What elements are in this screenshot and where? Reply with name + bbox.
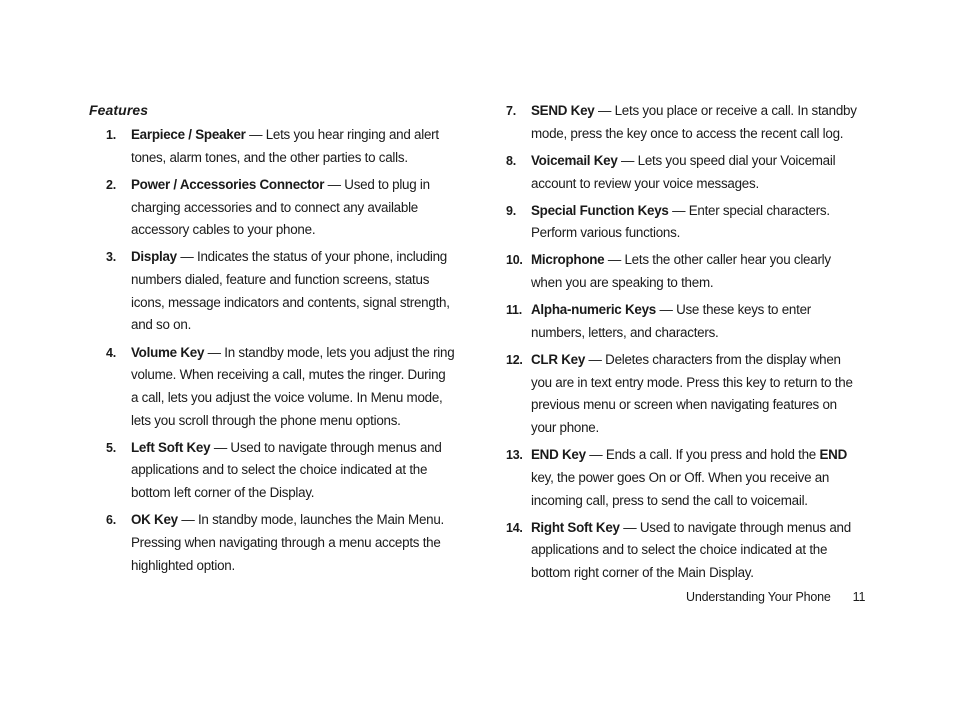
item-text: — Ends a call. If you press and hold the xyxy=(585,447,820,463)
footer-section-title: Understanding Your Phone xyxy=(686,590,831,604)
item-text: — Lets you hear ringing and alert tones, alarm tones, and the other parties to calls. xyxy=(131,127,439,165)
list-item xyxy=(106,509,456,577)
item-number: 3. xyxy=(106,250,116,265)
left-column xyxy=(106,124,456,582)
item-text-continued: key, the power goes On or Off. When you receive an incoming call, press to send the call to voicemail. xyxy=(531,469,830,508)
item-body xyxy=(131,509,456,577)
item-body xyxy=(531,249,858,294)
list-item xyxy=(506,200,858,245)
list-item xyxy=(106,246,456,337)
item-term: Voicemail Key xyxy=(531,152,618,168)
item-term: Alpha-numeric Keys xyxy=(531,302,656,318)
item-text: — Used to navigate through menus and applications and to select the choice indicated at the bottom right corner of the Main Display. xyxy=(531,519,851,581)
page-number: 11 xyxy=(852,590,866,604)
item-body xyxy=(131,246,456,337)
item-body xyxy=(531,349,858,440)
item-text: — Deletes characters from the display when you are in text entry mode. Press this key to return to the previous menu or screen when navigating features on your phone. xyxy=(531,351,853,436)
item-number: 8. xyxy=(506,153,516,168)
item-body xyxy=(531,200,858,245)
item-term: SEND Key xyxy=(531,103,595,118)
page-footer xyxy=(686,590,865,604)
item-term: END Key xyxy=(531,447,586,463)
item-term: Earpiece / Speaker xyxy=(131,127,246,142)
item-term: OK Key xyxy=(131,512,178,528)
item-text: — Indicates the status of your phone, including numbers dialed, feature and function screens, status icons, message indicators and contents, signal strength, and so on. xyxy=(131,249,450,333)
right-column xyxy=(506,100,858,589)
item-term: Right Soft Key xyxy=(531,519,620,535)
item-number: 11. xyxy=(506,303,522,318)
item-number: 1. xyxy=(106,128,116,142)
item-body xyxy=(131,342,456,433)
list-item xyxy=(106,174,456,242)
item-text: — In standby mode, launches the Main Menu. Pressing when navigating through a menu accepts the highlighted option. xyxy=(131,512,445,573)
list-item xyxy=(506,249,858,294)
list-item xyxy=(106,124,456,169)
item-body xyxy=(531,150,858,195)
item-term: Volume Key xyxy=(131,344,205,360)
item-text: — Lets you speed dial your Voicemail account to review your voice messages. xyxy=(531,152,836,191)
item-term: Display xyxy=(131,249,177,265)
item-term: Power / Accessories Connector xyxy=(131,176,325,192)
item-body xyxy=(531,299,858,344)
list-item xyxy=(106,342,456,433)
item-text: — Use these keys to enter numbers, letters, and characters. xyxy=(531,302,811,340)
item-number: 14. xyxy=(506,520,523,535)
list-item xyxy=(506,100,858,145)
list-item xyxy=(506,349,858,440)
item-body xyxy=(131,174,456,242)
item-number: 9. xyxy=(506,203,516,218)
item-term: Left Soft Key xyxy=(131,439,211,455)
item-text: — Lets you place or receive a call. In standby mode, press the key once to access the recent call log. xyxy=(531,103,857,141)
item-number: 2. xyxy=(106,177,116,192)
item-text: — Lets the other caller hear you clearly when you are speaking to them. xyxy=(531,252,831,291)
item-number: 7. xyxy=(506,104,516,118)
item-body xyxy=(131,437,456,505)
item-number: 6. xyxy=(106,513,116,528)
item-term: Special Function Keys xyxy=(531,202,669,218)
item-term-inline: END xyxy=(819,447,847,463)
list-item xyxy=(506,299,858,344)
item-text: — Used to navigate through menus and applications and to select the choice indicated at the bottom left corner of the Display. xyxy=(131,439,442,501)
item-term: Microphone xyxy=(531,252,605,268)
item-body xyxy=(531,444,858,512)
section-heading: Features xyxy=(89,102,149,118)
list-item xyxy=(506,150,858,195)
item-term: CLR Key xyxy=(531,351,586,367)
item-text: — In standby mode, lets you adjust the ring volume. When receiving a call, mutes the ringer. During a call, lets you adjust the voice volume. In Menu mode, lets you scroll through the phone menu options. xyxy=(131,344,455,428)
list-item xyxy=(106,437,456,505)
item-text: — Enter special characters. Perform various functions. xyxy=(531,202,830,241)
item-body xyxy=(531,100,858,145)
list-item xyxy=(506,444,858,512)
item-number: 4. xyxy=(106,345,116,360)
list-item xyxy=(506,517,858,585)
item-text: — Used to plug in charging accessories and to connect any available accessory cables to your phone. xyxy=(131,176,430,238)
item-number: 13. xyxy=(506,448,523,463)
item-number: 5. xyxy=(106,440,116,455)
item-body xyxy=(131,124,456,169)
item-number: 10. xyxy=(506,253,523,268)
item-number: 12. xyxy=(506,352,523,367)
item-body xyxy=(531,517,858,585)
